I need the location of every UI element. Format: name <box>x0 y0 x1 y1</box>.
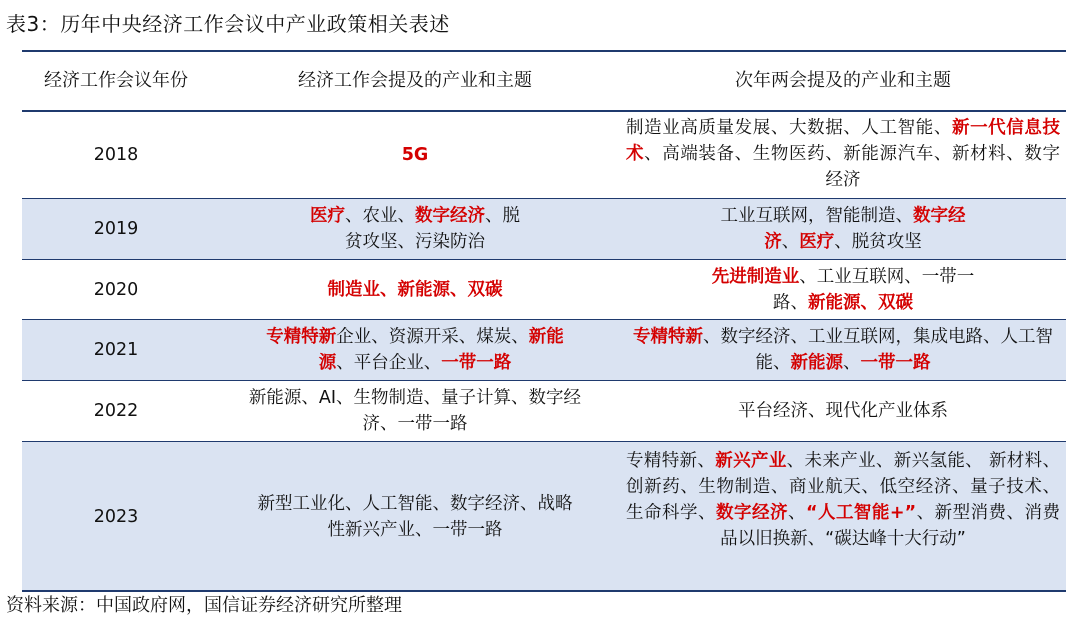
source-note: 资料来源：中国政府网，国信证券经济研究所整理 <box>6 595 402 616</box>
highlighted-term: 新能源 <box>318 327 564 373</box>
cell-text <box>738 398 948 424</box>
text-segment: 、未来产业、新兴氢能、 新材料、 创新药、生物制造、商业航天、低空经济、量子技术、 生命科学、 <box>626 451 1061 523</box>
cell-text <box>720 203 966 255</box>
header-year: 经济工作会议年份 <box>44 70 188 91</box>
cew-topics-cell <box>210 320 620 380</box>
table-row-2018 <box>22 112 1066 198</box>
two-sessions-topics-cell <box>620 442 1066 591</box>
cell-text <box>328 277 503 303</box>
table-row-2021 <box>22 319 1066 380</box>
highlighted-term: 数字经济 <box>415 206 485 226</box>
two-sessions-topics-cell <box>620 112 1066 198</box>
cew-topics-cell <box>210 442 620 591</box>
highlighted-term: 先进制造业 <box>711 266 800 287</box>
table-header-row <box>22 52 1066 110</box>
table-row-2019 <box>22 198 1066 259</box>
two-sessions-topics-cell <box>620 381 1066 441</box>
year-cell: 2022 <box>93 401 139 421</box>
text-segment: 制造业高质量发展、大数据、人工智能、 <box>626 118 952 138</box>
highlighted-term: 新能源、双碳 <box>808 292 913 313</box>
highlighted-term: 医疗 <box>799 232 835 252</box>
header-two-sessions-topics: 次年两会提及的产业和主题 <box>735 70 951 91</box>
cell-text <box>250 324 580 376</box>
cell-text <box>240 385 590 437</box>
table-title: 表3：历年中央经济工作会议中产业政策相关表述 <box>6 12 450 36</box>
year-cell: 2019 <box>93 219 139 239</box>
text-segment: 新型工业化、人工智能、数字经济、战略性新兴产业、一带一路 <box>257 493 573 540</box>
text-segment: 专精特新、 <box>626 451 716 471</box>
table-bottom-rule <box>22 590 1066 592</box>
cell-text <box>700 264 986 316</box>
text-segment: 、工业互联网、一带一路、 <box>773 266 975 313</box>
text-segment: 、脱贫攻坚 <box>834 232 922 252</box>
two-sessions-topics-cell <box>620 320 1066 380</box>
cew-topics-cell <box>210 199 620 259</box>
text-segment: 、平台企业、 <box>336 353 442 373</box>
two-sessions-topics-cell <box>620 260 1066 319</box>
year-cell: 2023 <box>93 506 139 527</box>
cell-text <box>402 142 429 168</box>
text-segment: 平台经济、现代化产业体系 <box>738 401 948 421</box>
highlighted-term: 医疗 <box>310 206 345 226</box>
table-row-2023 <box>22 441 1066 591</box>
text-segment: 、新型消费、消费品以旧换新、“碳达峰十大行动” <box>720 503 1061 549</box>
two-sessions-topics-cell <box>620 199 1066 259</box>
highlighted-term: “人工智能+” <box>805 503 917 523</box>
highlighted-term: 制造业、新能源、双碳 <box>327 279 503 300</box>
highlighted-term: 专精特新 <box>266 327 337 347</box>
text-segment: 、 <box>781 232 800 252</box>
text-segment: 工业互联网，智能制造、 <box>720 206 913 226</box>
year-cell: 2021 <box>93 340 139 360</box>
highlighted-term: 一带一路 <box>860 353 931 373</box>
highlighted-term: 新能源 <box>790 353 843 373</box>
cew-topics-cell <box>210 381 620 441</box>
table-row-2022 <box>22 380 1066 441</box>
cell-text <box>626 118 1060 190</box>
header-cew-topics: 经济工作会提及的产业和主题 <box>298 70 532 91</box>
text-segment: 、高端装备、生物医药、新能源汽车、新材料、数字经济 <box>644 144 1060 190</box>
cell-text <box>630 324 1056 376</box>
highlighted-term: 专精特新 <box>633 327 703 347</box>
text-segment: 、 <box>843 353 861 373</box>
highlighted-term: 一带一路 <box>441 353 512 373</box>
text-segment: 、数字经济、工业互联网，集成电路、人工智能、 <box>703 327 1053 373</box>
table-row-2020 <box>22 259 1066 319</box>
text-segment: 、脱贫攻坚、污染防治 <box>345 206 520 252</box>
highlighted-term: 新兴产业 <box>715 451 787 471</box>
highlighted-term: 5G <box>401 145 429 165</box>
cew-topics-cell <box>210 112 620 198</box>
cell-text <box>626 451 1060 549</box>
text-segment: 、农业、 <box>345 206 415 226</box>
cell-text <box>250 491 580 543</box>
text-segment: 新能源、AI、生物制造、量子计算、数字经济、一带一路 <box>248 388 582 434</box>
cew-topics-cell <box>210 260 620 319</box>
text-segment: 企业、资源开采、煤炭、 <box>336 327 529 347</box>
year-cell: 2020 <box>93 279 139 300</box>
highlighted-term: 数字经济 <box>764 206 966 252</box>
highlighted-term: 数字经济 <box>715 503 788 523</box>
year-cell: 2018 <box>93 145 139 165</box>
highlighted-term: 新一代信息技术 <box>626 118 1061 164</box>
text-segment: 、 <box>787 503 806 523</box>
cell-text <box>310 203 520 255</box>
